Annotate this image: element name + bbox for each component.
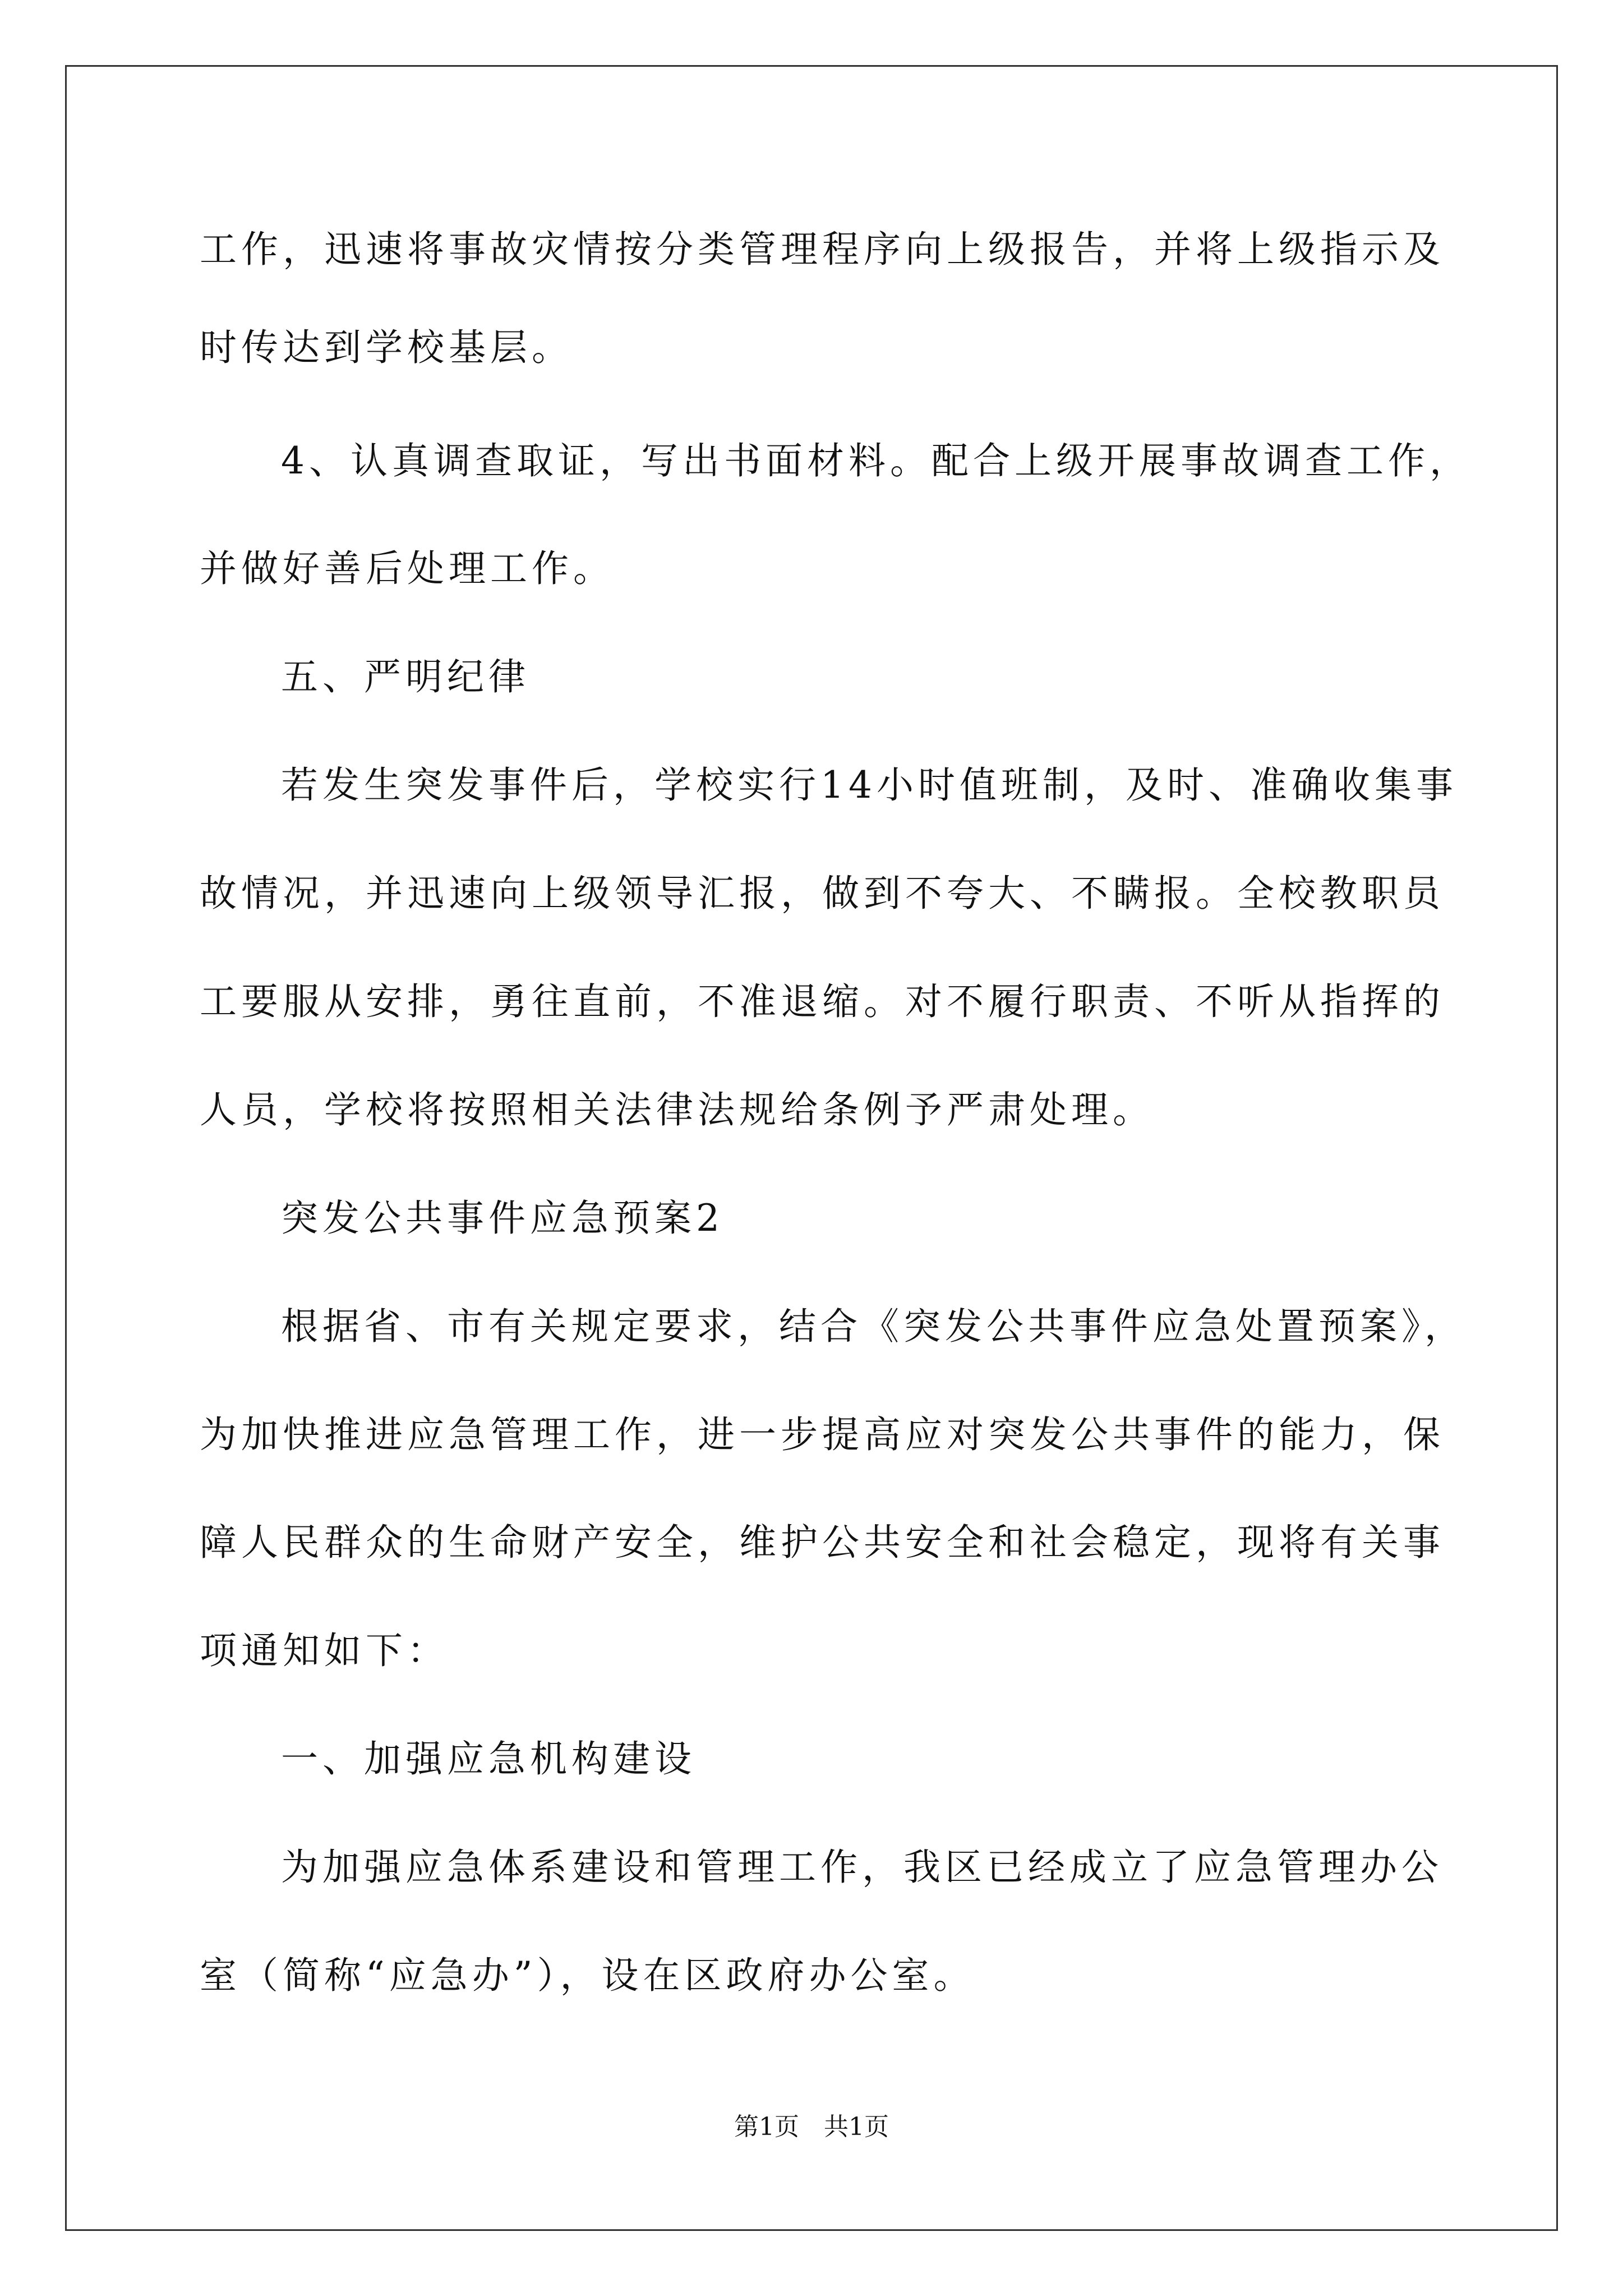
page-border <box>65 65 1558 2231</box>
text-line: 根据省、市有关规定要求，结合《突发公共事件应急处置预案》， <box>281 1305 1466 1348</box>
section-heading: 一、加强应急机构建设 <box>281 1737 696 1780</box>
text-line: 障人民群众的生命财产安全，维护公共安全和社会稳定，现将有关事 <box>200 1521 1445 1564</box>
text-line: 项通知如下： <box>200 1629 449 1672</box>
text-line: 工要服从安排，勇往直前，不准退缩。对不履行职责、不听从指挥的 <box>200 980 1445 1023</box>
text-line: 故情况，并迅速向上级领导汇报，做到不夸大、不瞒报。全校教职员 <box>200 872 1445 915</box>
text-line: 4、认真调查取证，写出书面材料。配合上级开展事故调查工作， <box>281 439 1471 482</box>
page-number: 第1页 <box>734 2113 799 2141</box>
document-title: 突发公共事件应急预案2 <box>281 1197 724 1240</box>
text-line: 并做好善后处理工作。 <box>200 547 615 590</box>
text-line: 时传达到学校基层。 <box>200 326 573 369</box>
text-line: 若发生突发事件后，学校实行14小时值班制，及时、准确收集事 <box>281 763 1458 807</box>
text-line: 为加强应急体系建设和管理工作，我区已经成立了应急管理办公 <box>281 1846 1443 1889</box>
text-line: 人员，学校将按照相关法律法规给条例予严肃处理。 <box>200 1088 1154 1131</box>
section-heading: 五、严明纪律 <box>281 655 530 698</box>
page-footer <box>0 2110 1623 2144</box>
text-line: 为加快推进应急管理工作，进一步提高应对突发公共事件的能力，保 <box>200 1413 1445 1456</box>
text-line: 室（简称“应急办”），设在区政府办公室。 <box>200 1954 975 1997</box>
page-total: 共1页 <box>824 2113 889 2141</box>
text-line: 工作，迅速将事故灾情按分类管理程序向上级报告，并将上级指示及 <box>200 228 1445 271</box>
